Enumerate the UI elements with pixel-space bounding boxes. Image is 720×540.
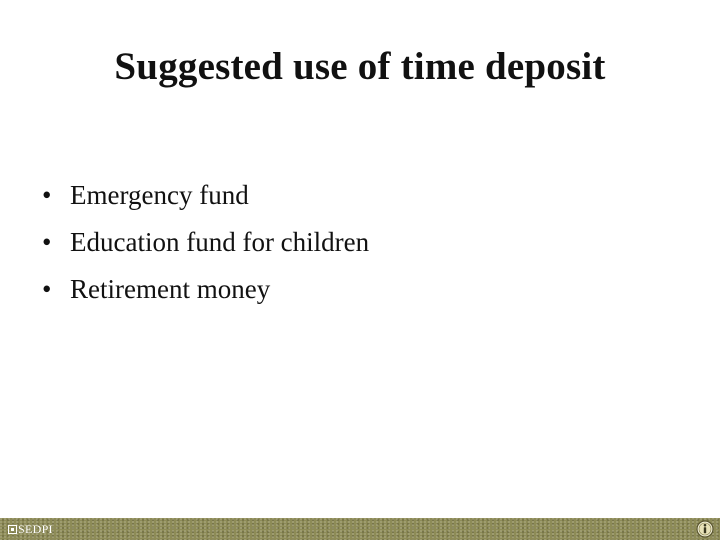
footer-bar xyxy=(0,518,720,540)
bullet-item xyxy=(42,175,369,222)
bullet-item xyxy=(42,269,369,316)
bullet-text: Emergency fund xyxy=(70,180,249,210)
slide-title: Suggested use of time deposit xyxy=(114,45,606,88)
bullet-dot: • xyxy=(42,180,52,210)
info-icon[interactable] xyxy=(696,520,714,538)
bullet-text: Education fund for children xyxy=(70,227,370,257)
bullet-dot: • xyxy=(42,227,52,257)
bullet-item xyxy=(42,222,369,269)
logo-box-icon xyxy=(8,525,17,534)
bullet-dot: • xyxy=(42,274,52,304)
bullet-list xyxy=(42,175,369,316)
logo-text: SEDPI xyxy=(18,522,53,536)
sedpi-logo xyxy=(8,522,53,536)
bullet-text: Retirement money xyxy=(70,274,271,304)
